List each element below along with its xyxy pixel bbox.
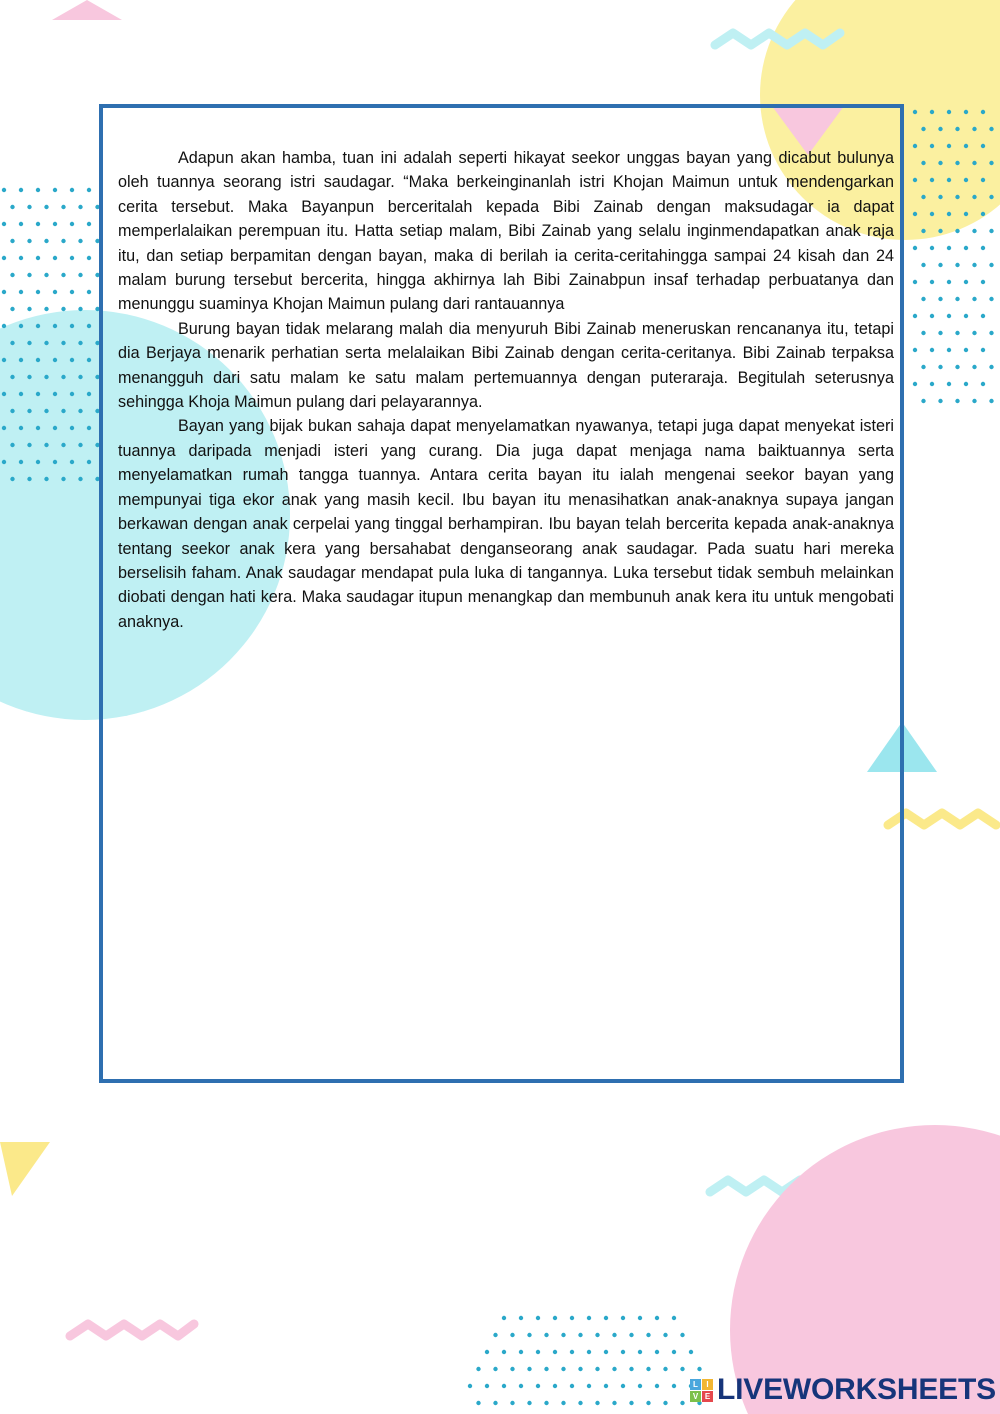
dot <box>61 409 65 413</box>
dot <box>44 443 48 447</box>
dot <box>44 341 48 345</box>
dot <box>989 195 993 199</box>
dot <box>2 222 6 226</box>
dot <box>913 348 917 352</box>
dot <box>61 273 65 277</box>
dot <box>493 1401 497 1405</box>
dot <box>938 127 942 131</box>
pink-zigzag-shape <box>70 1324 194 1336</box>
dot <box>938 161 942 165</box>
dot <box>587 1350 591 1354</box>
dot <box>70 324 74 328</box>
dot <box>646 1333 650 1337</box>
dot <box>947 110 951 114</box>
dot <box>947 178 951 182</box>
dot <box>981 280 985 284</box>
dot <box>2 256 6 260</box>
dot <box>972 365 976 369</box>
dot <box>680 1333 684 1337</box>
pink-circle-shape <box>730 1125 1000 1414</box>
dot <box>87 256 91 260</box>
dot <box>629 1401 633 1405</box>
yellow-zigzag-shape <box>888 813 996 825</box>
dot <box>621 1384 625 1388</box>
dot <box>955 195 959 199</box>
dot <box>921 399 925 403</box>
dot <box>913 178 917 182</box>
logo-text: LIVEWORKSHEETS <box>717 1373 996 1406</box>
dot <box>527 1367 531 1371</box>
dot <box>938 297 942 301</box>
dot <box>972 263 976 267</box>
dot <box>646 1401 650 1405</box>
dot <box>981 110 985 114</box>
dot <box>921 263 925 267</box>
dot <box>70 426 74 430</box>
dot <box>87 324 91 328</box>
dot <box>19 290 23 294</box>
dot <box>70 256 74 260</box>
dot <box>10 205 14 209</box>
dot <box>921 365 925 369</box>
dot <box>61 477 65 481</box>
dot <box>53 460 57 464</box>
dot <box>947 382 951 386</box>
dot <box>612 1333 616 1337</box>
dot <box>964 246 968 250</box>
dot <box>36 358 40 362</box>
dot <box>561 1333 565 1337</box>
dot <box>70 392 74 396</box>
dot <box>27 205 31 209</box>
dot <box>78 409 82 413</box>
dot <box>663 1367 667 1371</box>
dot <box>964 212 968 216</box>
dot <box>587 1316 591 1320</box>
dot <box>70 460 74 464</box>
dot <box>930 280 934 284</box>
dot <box>553 1316 557 1320</box>
dot <box>972 331 976 335</box>
dot <box>510 1333 514 1337</box>
dot <box>913 144 917 148</box>
dot <box>53 392 57 396</box>
dot <box>930 110 934 114</box>
dot <box>527 1333 531 1337</box>
dot <box>989 127 993 131</box>
liveworksheets-cube-icon: L I V E <box>690 1379 713 1402</box>
dot <box>629 1367 633 1371</box>
dot <box>36 392 40 396</box>
dot <box>19 426 23 430</box>
dot <box>44 477 48 481</box>
dot <box>578 1367 582 1371</box>
dot <box>53 426 57 430</box>
dot <box>19 188 23 192</box>
dot <box>44 375 48 379</box>
dot <box>989 365 993 369</box>
dot <box>981 178 985 182</box>
dot <box>53 358 57 362</box>
dot <box>36 426 40 430</box>
dot <box>44 409 48 413</box>
dot <box>981 246 985 250</box>
dot <box>938 229 942 233</box>
dot <box>955 229 959 233</box>
dot <box>78 375 82 379</box>
dot <box>476 1367 480 1371</box>
dot <box>680 1401 684 1405</box>
dot <box>78 341 82 345</box>
dot <box>19 392 23 396</box>
dot <box>544 1367 548 1371</box>
dot <box>536 1350 540 1354</box>
dot <box>989 297 993 301</box>
dot <box>646 1367 650 1371</box>
dot <box>87 426 91 430</box>
dot <box>930 382 934 386</box>
dot <box>10 239 14 243</box>
dot <box>53 290 57 294</box>
paragraph-2: Burung bayan tidak melarang malah dia menyuruh Bibi Zainab meneruskan rencananya itu, tetapi dia Berjaya menarik perhatian serta melalaikan Bibi Zainab dengan cerita-ceritanya. Bibi Zainab terpaksa menangguh dari satu malam ke satu malam pertemuannya dengan puteraraja. Begitulah seterusnya sehingga Khoja Maimun pulang dari pelayarannya. <box>118 319 894 412</box>
dot <box>36 222 40 226</box>
dot <box>27 443 31 447</box>
dot <box>964 110 968 114</box>
dot <box>70 222 74 226</box>
dot <box>527 1401 531 1405</box>
pink-triangle-shape <box>52 0 122 20</box>
dot <box>10 443 14 447</box>
dot <box>972 127 976 131</box>
dot <box>947 144 951 148</box>
dot <box>2 392 6 396</box>
dot <box>955 331 959 335</box>
dot <box>78 443 82 447</box>
dot <box>19 222 23 226</box>
dot <box>989 161 993 165</box>
dot <box>78 477 82 481</box>
dot <box>78 239 82 243</box>
dot <box>930 144 934 148</box>
dot <box>604 1316 608 1320</box>
dot <box>19 358 23 362</box>
dot <box>981 212 985 216</box>
dot <box>468 1384 472 1388</box>
dot <box>27 307 31 311</box>
dot <box>972 161 976 165</box>
dot <box>2 290 6 294</box>
dot <box>570 1350 574 1354</box>
dot <box>595 1401 599 1405</box>
dot <box>612 1401 616 1405</box>
dot <box>61 239 65 243</box>
dot <box>53 222 57 226</box>
dot <box>955 161 959 165</box>
dot <box>87 290 91 294</box>
dot <box>570 1384 574 1388</box>
dot <box>955 297 959 301</box>
dot <box>947 314 951 318</box>
dot <box>36 290 40 294</box>
dot <box>561 1367 565 1371</box>
dot <box>921 161 925 165</box>
dot <box>510 1401 514 1405</box>
dot <box>10 341 14 345</box>
dot <box>553 1350 557 1354</box>
dot <box>578 1401 582 1405</box>
dot <box>87 460 91 464</box>
dot <box>672 1384 676 1388</box>
dot <box>493 1333 497 1337</box>
dot <box>680 1367 684 1371</box>
dot <box>921 229 925 233</box>
dot <box>930 246 934 250</box>
dot <box>2 358 6 362</box>
dot <box>78 273 82 277</box>
dot <box>44 273 48 277</box>
dot <box>989 263 993 267</box>
dot <box>27 273 31 277</box>
dot <box>621 1316 625 1320</box>
dot <box>913 280 917 284</box>
dot <box>947 348 951 352</box>
paragraph-3: Bayan yang bijak bukan sahaja dapat menyelamatkan nyawanya, tetapi juga dapat menyekat isteri tuannya daripada menjadi isteri yang curang. Dia juga dapat menjaga nama baiktuannya serta menyelamatkan rumah tangga tuannya. Antara cerita bayan itu ialah mengenai seekor bayan yang mempunyai tiga ekor anak yang masih kecil. Ibu bayan itu menasihatkan anak-anaknya supaya jangan berkawan dengan anak cerpelai yang tinggal berhampiran. Ibu bayan telah bercerita kepada anak-anaknya tentang seekor anak kera yang bersahabat denganseorang anak saudagar. Pada suatu hari mereka berselisih faham. Anak saudagar mendapat pula luka di tangannya. Luka tersebut tidak sembuh melainkan diobati dengan hati kera. Maka saudagar itupun menangkap dan membunuh anak kera itu untuk mengobati anaknya. <box>118 417 894 631</box>
dot <box>570 1316 574 1320</box>
dot <box>544 1401 548 1405</box>
dot <box>629 1333 633 1337</box>
dot <box>10 477 14 481</box>
dot <box>921 331 925 335</box>
dot <box>930 348 934 352</box>
dot <box>87 392 91 396</box>
dot <box>689 1350 693 1354</box>
dot <box>638 1316 642 1320</box>
dot <box>2 324 6 328</box>
dot <box>964 280 968 284</box>
dot <box>2 426 6 430</box>
dot <box>672 1316 676 1320</box>
dot <box>697 1367 701 1371</box>
dot <box>955 127 959 131</box>
dot <box>930 178 934 182</box>
dot <box>964 348 968 352</box>
dot <box>921 297 925 301</box>
dot <box>663 1333 667 1337</box>
dot <box>27 375 31 379</box>
dot <box>972 399 976 403</box>
dot <box>19 460 23 464</box>
dot <box>19 324 23 328</box>
dot <box>61 341 65 345</box>
dot <box>913 212 917 216</box>
dot <box>44 205 48 209</box>
dot <box>964 144 968 148</box>
dot <box>921 195 925 199</box>
dot <box>981 314 985 318</box>
dot <box>989 399 993 403</box>
dot <box>561 1401 565 1405</box>
dot <box>604 1350 608 1354</box>
dot <box>27 477 31 481</box>
dot <box>19 256 23 260</box>
dot <box>2 188 6 192</box>
dot <box>921 127 925 131</box>
dot <box>61 307 65 311</box>
dot <box>87 358 91 362</box>
dot <box>947 246 951 250</box>
dot <box>964 314 968 318</box>
dot <box>10 307 14 311</box>
dot <box>955 399 959 403</box>
dot <box>70 290 74 294</box>
dot <box>672 1350 676 1354</box>
dot <box>53 324 57 328</box>
dot <box>638 1384 642 1388</box>
dot <box>53 256 57 260</box>
dot <box>981 348 985 352</box>
dot <box>913 314 917 318</box>
dot <box>476 1401 480 1405</box>
dot <box>87 188 91 192</box>
dot <box>964 178 968 182</box>
dot <box>519 1316 523 1320</box>
dot <box>36 188 40 192</box>
dot <box>930 314 934 318</box>
dot <box>989 331 993 335</box>
dot <box>61 443 65 447</box>
dot <box>2 460 6 464</box>
dot <box>61 375 65 379</box>
dot <box>87 222 91 226</box>
dot <box>655 1316 659 1320</box>
dot <box>612 1367 616 1371</box>
dot <box>36 324 40 328</box>
dot <box>502 1316 506 1320</box>
dot <box>70 188 74 192</box>
dot <box>553 1384 557 1388</box>
dot <box>938 263 942 267</box>
dot <box>44 239 48 243</box>
dot <box>972 229 976 233</box>
dot <box>70 358 74 362</box>
dot <box>493 1367 497 1371</box>
dot <box>947 212 951 216</box>
dot <box>519 1350 523 1354</box>
dot <box>913 110 917 114</box>
dot <box>61 205 65 209</box>
dot <box>10 375 14 379</box>
dot <box>536 1384 540 1388</box>
dot <box>638 1350 642 1354</box>
dot <box>485 1350 489 1354</box>
dot <box>587 1384 591 1388</box>
dot <box>604 1384 608 1388</box>
dot <box>955 365 959 369</box>
dot <box>53 188 57 192</box>
dot <box>981 144 985 148</box>
dot <box>27 239 31 243</box>
dot <box>36 460 40 464</box>
paragraph-1: Adapun akan hamba, tuan ini adalah seperti hikayat seekor unggas bayan yang dicabut bulunya oleh tuannya seorang istri saudagar. “Maka berkeinginanlah istri Khojan Maimun untuk mendengarkan cerita tersebut. Maka Bayanpun berceritalah kepada Bibi Zainab dengan maksudagar ia dapat memperlalaikan perempuan itu. Hatta setiap malam, Bibi Zainab yang selalu inginmendapatkan anak raja itu, dan setiap berpamitan dengan bayan, maka di berilah ia cerita-ceritahingga sampai 24 kisah dan 24 malam burung tersebut bercerita, hingga akhirnya lah Bibi Zainabpun insaf terhadap perbuatanya dan menunggu suaminya Khojan Maimun pulang dari rantauannya <box>118 149 894 314</box>
yellow-triangle-shape <box>0 1142 50 1196</box>
dot <box>502 1384 506 1388</box>
dot <box>972 195 976 199</box>
dot <box>938 331 942 335</box>
dot <box>930 212 934 216</box>
story-text <box>118 146 894 634</box>
dot <box>578 1333 582 1337</box>
dot <box>510 1367 514 1371</box>
dot <box>938 399 942 403</box>
dot <box>519 1384 523 1388</box>
dot <box>981 382 985 386</box>
dot <box>621 1350 625 1354</box>
dot <box>78 307 82 311</box>
dot <box>913 246 917 250</box>
dot <box>595 1367 599 1371</box>
dot <box>78 205 82 209</box>
dot <box>27 409 31 413</box>
dot <box>938 195 942 199</box>
dot <box>972 297 976 301</box>
dot <box>964 382 968 386</box>
dot <box>10 409 14 413</box>
liveworksheets-logo[interactable] <box>690 1372 996 1408</box>
dot <box>955 263 959 267</box>
dot <box>44 307 48 311</box>
dot <box>989 229 993 233</box>
dot <box>913 382 917 386</box>
dot <box>655 1384 659 1388</box>
dot <box>502 1350 506 1354</box>
dot <box>27 341 31 345</box>
dot <box>663 1401 667 1405</box>
dot <box>485 1384 489 1388</box>
dot <box>947 280 951 284</box>
dot <box>655 1350 659 1354</box>
dot <box>938 365 942 369</box>
dot <box>536 1316 540 1320</box>
dot <box>10 273 14 277</box>
dot <box>595 1333 599 1337</box>
dot <box>36 256 40 260</box>
dot <box>544 1333 548 1337</box>
